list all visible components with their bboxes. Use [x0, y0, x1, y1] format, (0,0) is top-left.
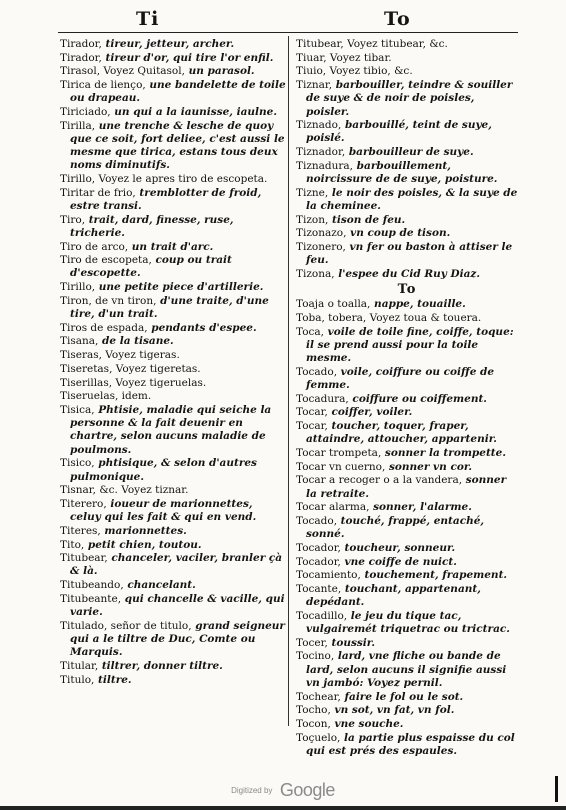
dictionary-entry	[296, 38, 518, 51]
entry-headword: Titubeante,	[60, 592, 122, 605]
entry-headword: Tiserillas, Voyez tigeruelas.	[60, 376, 207, 389]
entry-headword: Toca,	[296, 325, 324, 338]
entry-definition: barbouiller, teindre & souiller de suye & de noir de poisles, poisler.	[306, 79, 513, 118]
dictionary-entry	[296, 187, 518, 213]
entry-headword: Tocante,	[296, 582, 342, 595]
entry-headword: Titulado, señor de titulo,	[60, 619, 192, 632]
dictionary-entry	[60, 377, 286, 390]
header-left: Ti	[136, 8, 160, 30]
dictionary-entry	[296, 52, 518, 65]
dictionary-entry	[60, 295, 286, 321]
entry-headword: Tocador,	[296, 541, 341, 554]
entry-headword: Tocamiento,	[296, 569, 361, 582]
entry-definition: grand seigneur qui a le tiltre de Duc, Comte ou Marquis.	[70, 619, 285, 659]
dictionary-entry	[60, 552, 286, 578]
page-edge-mark	[555, 776, 558, 802]
footer-watermark	[0, 780, 566, 801]
dictionary-entry	[296, 732, 518, 758]
entry-headword: Titubear, Voyez titubear, &c.	[296, 38, 448, 50]
dictionary-entry	[60, 674, 286, 687]
entry-definition: une trenche & lesche de quoy que ce soit, fort deliee, c'est aussi le mesme que tirica, estans tous deux noms diminutifs.	[70, 119, 285, 172]
entry-definition: barbouilleur de suye.	[345, 146, 474, 159]
entry-definition: nappe, touaille.	[370, 298, 466, 311]
digitized-by-text: Digitized by	[231, 786, 273, 795]
entry-definition: tireur d'or, qui tire l'or enfil.	[101, 51, 274, 64]
dictionary-entry	[296, 691, 518, 704]
entry-headword: Titerero,	[60, 497, 107, 510]
dictionary-entry	[60, 52, 286, 65]
dictionary-entry	[60, 241, 286, 254]
entry-headword: Tiznador,	[296, 146, 346, 159]
dictionary-entry	[60, 404, 286, 457]
dictionary-entry	[296, 160, 518, 186]
entry-definition: marionnettes.	[100, 524, 187, 537]
dictionary-entry	[296, 718, 518, 731]
dictionary-entry	[60, 187, 286, 213]
entry-headword: Tiseruelas, idem.	[60, 390, 152, 403]
dictionary-entry	[60, 254, 286, 280]
dictionary-entry	[296, 227, 518, 240]
entry-headword: Tocar,	[296, 406, 328, 419]
dictionary-entry	[296, 326, 518, 366]
entry-definition: vn sot, vn fat, vn fol.	[330, 704, 455, 717]
entry-headword: Tiritar de frio,	[60, 186, 136, 199]
right-column	[296, 38, 518, 759]
entry-headword: Toba, tobera, Voyez toua & touera.	[296, 311, 482, 324]
dictionary-entry	[296, 298, 518, 311]
dictionary-entry	[60, 620, 286, 660]
entry-definition: tiltre.	[94, 673, 132, 686]
dictionary-entry	[296, 650, 518, 690]
entry-definition: une bandelette de toile ou drapeau.	[70, 79, 286, 105]
entry-headword: Tizon,	[296, 213, 329, 226]
entry-definition: d'une traite, d'une tire, d'un trait.	[70, 294, 269, 321]
entry-definition: sonner la retraite.	[306, 474, 507, 500]
entry-definition: Phtisie, maladie qui seiche la personne & la fait deuenir en chartre, selon aucuns maladie de poulmons.	[70, 403, 272, 456]
dictionary-entry	[60, 335, 286, 348]
entry-headword: Tocino,	[296, 650, 335, 663]
entry-definition: sonner, l'alarme.	[369, 501, 472, 514]
dictionary-entry	[60, 349, 286, 362]
dictionary-entry	[296, 65, 518, 78]
dictionary-entry	[296, 146, 518, 159]
entry-definition: sonner vn cor.	[385, 460, 473, 473]
entry-headword: Titular,	[60, 659, 99, 672]
running-header	[0, 6, 566, 34]
dictionary-entry	[60, 173, 286, 186]
entry-headword: Tocado,	[296, 365, 338, 378]
entry-headword: Tocadura,	[296, 392, 349, 405]
entry-headword: Toaja o toalla,	[296, 298, 371, 311]
entry-headword: Tisico,	[60, 457, 95, 470]
dictionary-entry	[296, 393, 518, 406]
entry-headword: Tiznado,	[296, 119, 342, 132]
dictionary-entry	[60, 579, 286, 592]
dictionary-entry	[60, 120, 286, 173]
entry-headword: Tirilla,	[60, 119, 96, 132]
entry-definition: toucheur, sonneur.	[340, 541, 456, 554]
header-rule	[58, 32, 518, 33]
entry-headword: Tochear,	[296, 690, 341, 703]
entry-definition: barbouillé, teint de suye, poislé.	[306, 119, 492, 145]
google-logo: Google	[279, 780, 335, 800]
entry-headword: Titeres,	[60, 524, 101, 537]
entry-definition: chancelant.	[123, 579, 196, 592]
left-column	[60, 38, 286, 687]
dictionary-entry	[60, 484, 286, 497]
column-divider	[288, 36, 289, 726]
entry-headword: Tirasol, Voyez Quitasol,	[60, 65, 185, 78]
entry-definition: tison de feu.	[328, 213, 406, 226]
entry-headword: Tiznadura,	[296, 159, 354, 172]
entry-definition: touchement, frapement.	[360, 569, 508, 582]
dictionary-entry	[296, 119, 518, 145]
dictionary-entry	[296, 515, 518, 541]
entry-headword: Titubear,	[60, 552, 108, 565]
dictionary-entry	[296, 474, 518, 500]
entry-definition: petit chien, toutou.	[84, 538, 202, 551]
entry-definition: faire le fol ou le sot.	[340, 690, 464, 703]
entry-definition: l'espee du Cid Ruy Diaz.	[334, 267, 480, 280]
entry-definition: coiffure ou coiffement.	[348, 392, 487, 405]
entry-headword: Tiro de arco,	[60, 240, 129, 253]
entry-definition: coiffer, voiler.	[327, 406, 413, 419]
entry-headword: Tocar a recoger o a la vandera,	[296, 474, 463, 487]
dictionary-entry	[60, 660, 286, 673]
dictionary-entry	[60, 525, 286, 538]
entry-headword: Tocador,	[296, 555, 341, 568]
dictionary-entry	[60, 390, 286, 403]
dictionary-entry	[296, 583, 518, 609]
entry-definition: trait, dard, finesse, ruse, tricherie.	[70, 213, 234, 239]
entry-headword: Tizonero,	[296, 241, 346, 254]
entry-headword: Tocer,	[296, 636, 328, 649]
entry-headword: Tisnar, &c. Voyez tiznar.	[60, 484, 189, 497]
dictionary-entry	[60, 593, 286, 619]
dictionary-entry	[60, 65, 286, 78]
dictionary-entry	[296, 312, 518, 325]
entry-headword: Tocar,	[296, 419, 328, 432]
dictionary-entry	[60, 106, 286, 119]
dictionary-entry	[296, 501, 518, 514]
entry-definition: coup ou trait d'escopette.	[70, 254, 232, 280]
entry-headword: Tiro de escopeta,	[60, 254, 152, 267]
entry-definition: le jeu du tique tac, vulgairemét triquetrac ou trictrac.	[306, 609, 510, 636]
dictionary-entry	[60, 214, 286, 240]
entry-definition: de la tisane.	[98, 335, 174, 348]
dictionary-entry	[296, 569, 518, 582]
entry-definition: vn fer ou baston à attiser le feu.	[306, 241, 513, 267]
dictionary-entry	[296, 704, 518, 717]
entry-headword: Tizonazo,	[296, 227, 347, 240]
entry-definition: un trait d'arc.	[128, 240, 214, 253]
dictionary-entry	[296, 447, 518, 460]
entry-definition: vn coup de tison.	[346, 227, 451, 240]
entry-definition: ioueur de marionnettes, celuy qui les fait & qui en vend.	[70, 497, 257, 524]
entry-headword: Tocadillo,	[296, 609, 348, 622]
entry-headword: Tito,	[60, 538, 85, 551]
entry-headword: Tirador,	[60, 38, 102, 50]
entry-headword: Tirica de lienço,	[60, 79, 146, 92]
dictionary-entry	[60, 498, 286, 524]
dictionary-entry	[60, 281, 286, 294]
entry-definition: tireur, jetteur, archer.	[101, 38, 235, 50]
entry-headword: Toçuelo,	[296, 731, 341, 744]
entry-headword: Tocar trompeta,	[296, 446, 382, 459]
entry-headword: Tocado,	[296, 514, 338, 527]
entry-headword: Tiuio, Voyez tibio, &c.	[296, 65, 413, 78]
entry-definition: sonner la trompette.	[381, 446, 506, 459]
entry-definition: phtisique, & selon d'autres pulmonique.	[70, 457, 257, 483]
entry-definition: barbouillement, noircissure de de suye, poisture.	[306, 159, 498, 186]
page-bottom-edge	[0, 806, 566, 810]
dictionary-entry	[296, 268, 518, 281]
entry-definition: tremblotter de froid, estre transi.	[70, 186, 262, 212]
entry-headword: Titulo,	[60, 673, 95, 686]
entry-definition: chanceler, vaciler, branler çà & là.	[70, 552, 283, 578]
dictionary-entry	[296, 79, 518, 119]
dictionary-entry	[60, 363, 286, 376]
entry-headword: Tocar vn cuerno,	[296, 460, 386, 473]
entry-definition: vne coiffe de nuict.	[340, 555, 457, 568]
entry-headword: Tizona,	[296, 267, 335, 280]
entry-headword: Tiriciado,	[60, 106, 111, 119]
dictionary-entry	[60, 539, 286, 552]
entry-headword: Tiros de espada,	[60, 321, 148, 334]
right-column-entries-ti	[296, 38, 518, 281]
entry-headword: Tocon,	[296, 717, 331, 730]
dictionary-entry	[296, 637, 518, 650]
entry-definition: le noir des poisles, & la suye de la cheminee.	[306, 186, 518, 212]
dictionary-entry	[296, 556, 518, 569]
entry-definition: touché, frappé, entaché, sonné.	[306, 514, 485, 541]
entry-headword: Tisica,	[60, 403, 95, 416]
entry-definition: voile de toile fine, coiffe, toque: il se prend aussi pour la toile mesme.	[306, 325, 514, 364]
dictionary-entry	[60, 457, 286, 483]
entry-definition: une petite piece d'artillerie.	[95, 281, 264, 294]
entry-definition: la partie plus espaisse du col qui est prés des espaules.	[306, 731, 515, 757]
entry-headword: Tisana,	[60, 335, 99, 348]
right-column-entries-to	[296, 298, 518, 758]
entry-headword: Tiro,	[60, 213, 86, 226]
entry-headword: Tirador,	[60, 51, 102, 64]
entry-definition: pendants d'espee.	[147, 321, 257, 334]
entry-headword: Tiseras, Voyez tigeras.	[60, 349, 180, 362]
dictionary-entry	[60, 79, 286, 105]
section-heading: To	[397, 282, 417, 298]
dictionary-entry	[296, 214, 518, 227]
entry-headword: Tirillo, Voyez le apres tiro de escopeta.	[60, 173, 268, 186]
dictionary-entry	[296, 366, 518, 392]
dictionary-entry	[60, 322, 286, 335]
entry-definition: tiltrer, donner tiltre.	[98, 659, 223, 672]
dictionary-entry	[296, 241, 518, 267]
dictionary-entry	[296, 420, 518, 446]
entry-headword: Tiron, de vn tiron,	[60, 294, 157, 307]
entry-headword: Tizne,	[296, 186, 329, 199]
entry-definition: un qui a la iaunisse, iaulne.	[110, 106, 277, 119]
entry-definition: voile, coiffure ou coiffe de femme.	[306, 365, 495, 391]
entry-definition: qui chancelle & vacille, qui varie.	[70, 592, 285, 619]
entry-headword: Tiuar, Voyez tibar.	[296, 51, 392, 64]
header-right: To	[384, 8, 411, 30]
dictionary-entry	[296, 461, 518, 474]
entry-definition: touchant, appartenant, depédant.	[306, 582, 481, 609]
dictionary-entry	[296, 542, 518, 555]
entry-definition: toucher, toquer, fraper, attaindre, attoucher, appartenir.	[306, 419, 497, 446]
dictionary-entry	[296, 406, 518, 419]
entry-definition: toussir.	[327, 636, 375, 649]
entry-definition: un parasol.	[184, 65, 255, 78]
entry-definition: lard, vne fliche ou bande de lard, selon aucuns il signifie aussi vn jambó: Voyez pernil.	[306, 650, 507, 689]
entry-headword: Tirillo,	[60, 281, 96, 294]
entry-headword: Tocho,	[296, 704, 331, 717]
dictionary-entry	[296, 610, 518, 636]
entry-headword: Tiznar,	[296, 79, 333, 92]
entry-definition: vne souche.	[330, 717, 404, 730]
entry-headword: Titubeando,	[60, 579, 124, 592]
entry-headword: Tiseretas, Voyez tigeretas.	[60, 362, 201, 375]
dictionary-entry	[60, 38, 286, 51]
entry-headword: Tocar alarma,	[296, 501, 370, 514]
